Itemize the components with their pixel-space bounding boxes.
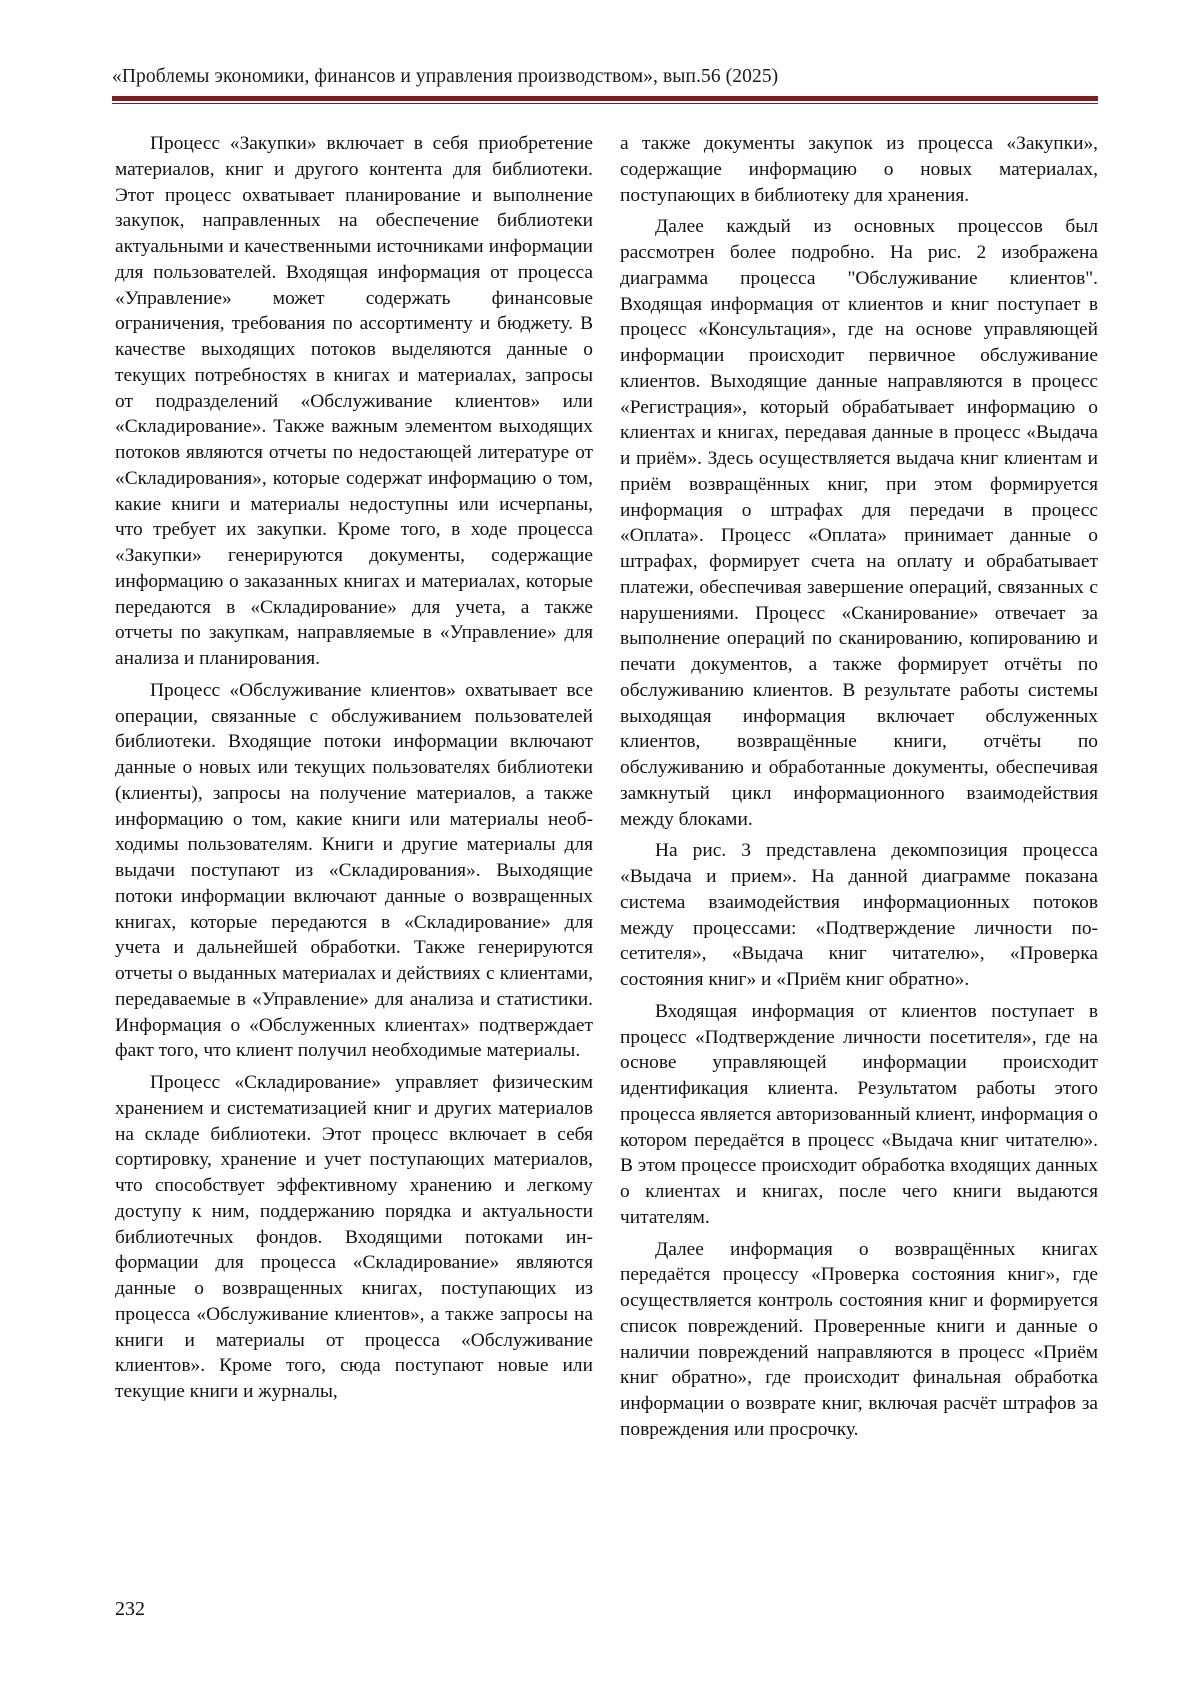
paragraph-procurement: Процесс «Закупки» включает в себя приобретение материалов, книг и другого контента для библиотеки. Этот процесс охватывает планирование и выполнение закупок, направленных на обеспечение библиотеки актуальными и качественными источниками информации для пользователей. Входящая информация от процесса «Управление» может содержать финансовые ограничения, требования по ассортименту и бюджету. В качестве выходящих потоков выделяются данные о текущих потребностях в книгах и материалах, запросы от подразделений «Обслуживание клиентов» или «Складирование». Также важным элементом выходящих потоков являются отчеты по недостающей литературе от «Складирования», которые содержат информацию о том, какие книги и материалы недоступны или исчерпаны, что требует их закупки. Кроме того, в ходе процесса «Закупки» генерируются документы, содержащие информацию о заказанных книгах и материалах, которые передаются в «Складирование» для учета, а также отчеты по закупкам, направляемые в «Управление» для анализа и планирования. <box>115 133 593 669</box>
paragraph-figure-2-description: Далее каждый из основных процессов был рассмотрен более подробно. На рис. 2 изображена диаграмма процесса "Обслуживание клиентов". Входящая информация от клиентов и книг поступает в процесс «Консультация», где на основе управляющей информации происходит первичное обслуживание клиентов. Выходящие данные направляются в процесс «Регистрация», который обрабатывает информацию о клиентах и книгах, передавая данные в процесс «Выдача и приём». Здесь осуществляется выдача книг клиентам и приём возвращённых книг, при этом формируется информация о штрафах для передачи в процесс «Оплата». Процесс «Оплата» принимает данные о штрафах, формирует счета на оплату и обрабатывает платежи, обеспечивая завершение операций, связанных с нарушениями. Процесс «Сканирование» отвечает за выполнение операций по сканированию, копированию и печати документов, а также формирует отчёты по обслуживанию клиентов. В результате работы системы выходящая информация включает обслуженных клиентов, возвращённые книги, отчёты по обслуживанию и обработанные документы, обеспечивая замкнутый цикл информационного взаимодействия между блоками. <box>620 216 1098 830</box>
paragraph-figure-3-description: На рис. 3 представлена декомпозиция процесса «Выдача и прием». На данной диаграмме показана система взаимодействия информационных потоков между процессами: «Подтверждение личности посетителя», «Выдача книг читателю», «Проверка состояния книг» и «Приём книг обратно». <box>620 840 1098 990</box>
paragraph-warehousing-continued: а также документы закупок из процесса «Закупки», содержащие информацию о новых материалах, поступающих в библиотеку для хранения. <box>620 133 1098 206</box>
header-rule-thin <box>112 103 1098 104</box>
right-column <box>620 131 1098 1449</box>
paragraph-book-condition-check: Далее информация о возвращённых книгах передаётся процессу «Проверка состояния книг», где осуществляется контроль состояния книг и формируется список повреждений. Проверенные книги и данные о наличии повреждений направляются в процесс «Приём книг обратно», где происходит финальная обработка информации о возврате книг, включая расчёт штрафов за повреждения или просрочку. <box>620 1238 1098 1440</box>
paragraph-identity-verification: Входящая информация от клиентов поступает в процесс «Подтверждение личности посетителя», где на основе управляющей информации происходит идентификация клиента. Результатом работы этого процесса является авторизованный клиент, информация о котором передаётся в процесс «Выдача книг читателю». В этом процессе происходит обработка входящих данных о клиентах и книгах, после чего книги выдаются читателям. <box>620 1000 1098 1228</box>
paragraph-customer-service: Процесс «Обслуживание клиентов» охватывает все операции, связанные с обслуживанием пользователей библиотеки. Входящие потоки информации включают данные о новых или текущих пользователях библиотеки (клиенты), запросы на получение материалов, а также информацию о том, какие книги или материалы необходимы пользователям. Книги и другие материалы для выдачи поступают из «Складирования». Выходящие потоки информации включают данные о возвращенных книгах, которые передаются в «Складирование» для учета и дальнейшей обработки. Также генерируются отчеты о выданных материалах и действиях с клиентами, передаваемые в «Управление» для анализа и статистики. Информация о «Обслуженных клиентах» подтверждает факт того, что клиент получил необходимые материалы. <box>115 679 593 1062</box>
header-rule-thick <box>112 96 1098 101</box>
journal-header: «Проблемы экономики, финансов и управления производством», вып.56 (2025) <box>112 66 779 87</box>
page-number: 232 <box>115 1598 145 1620</box>
left-column <box>115 131 593 1411</box>
paragraph-warehousing: Процесс «Складирование» управляет физическим хранением и систематизацией книг и других материалов на складе библиотеки. Этот процесс включает в себя сортировку, хранение и учет поступающих материалов, что способствует эффективному хранению и легкому доступу к ним, поддержанию порядка и актуальности библиотечных фондов. Входящими потоками информации для процесса «Складирование» являются данные о возвращенных книгах, поступающих из процесса «Обслуживание клиентов», а также запросы на книги и материалы от процесса «Обслуживание клиентов». Кроме того, сюда поступают новые или текущие книги и журналы, <box>115 1072 593 1402</box>
